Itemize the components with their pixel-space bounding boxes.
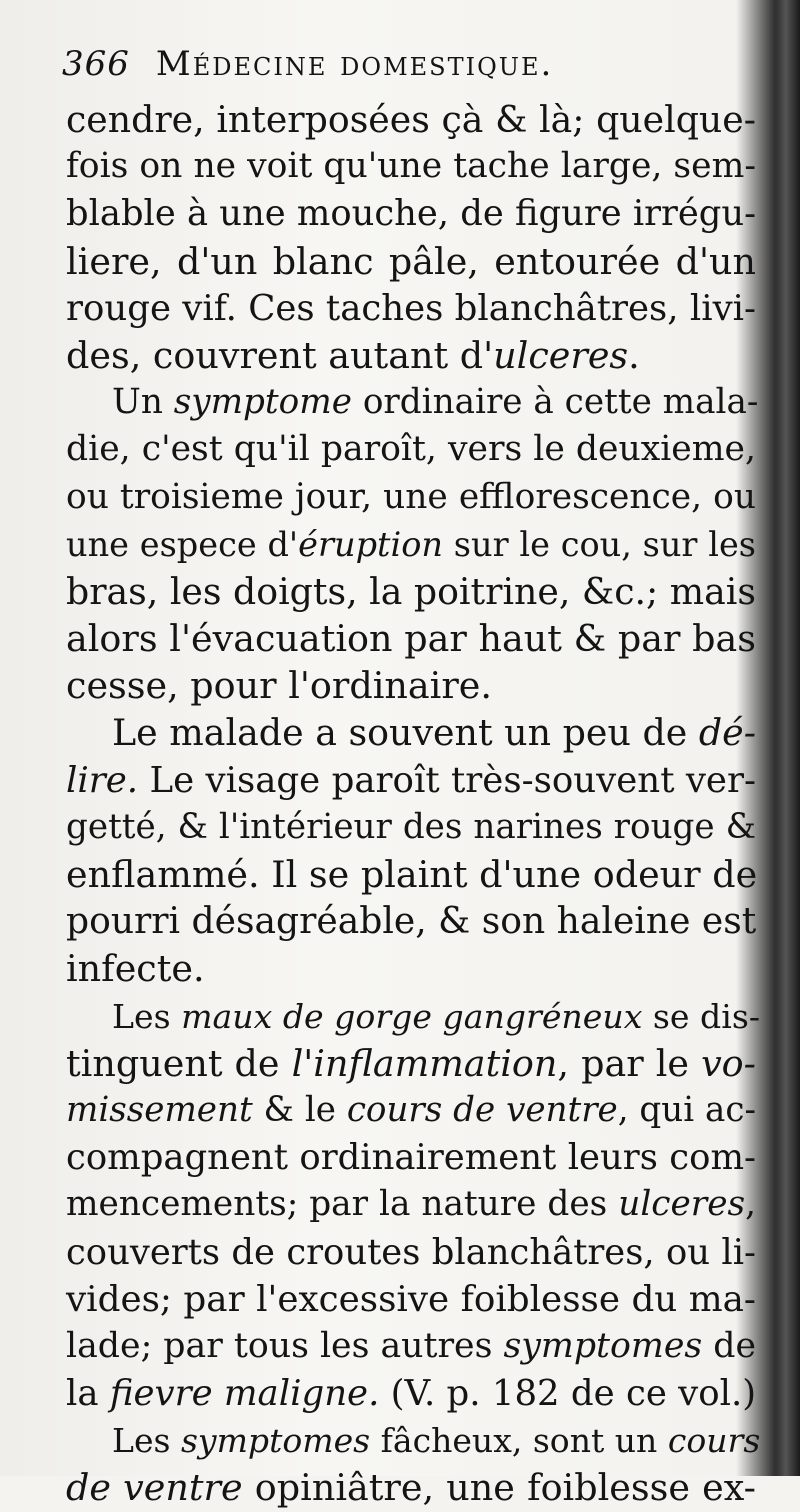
text-line xyxy=(66,1464,756,1511)
text-run: cendre, interposées çà & là; quelque- xyxy=(66,98,756,141)
text-run: tinguent de xyxy=(66,1041,292,1085)
text-run: compagnent ordinairement leurs com- xyxy=(66,1137,756,1179)
text-run: rouge vif. Ces taches blanchâtres, livi- xyxy=(66,287,756,329)
text-line xyxy=(66,1370,756,1417)
page-number: 366 xyxy=(62,44,130,84)
text-line xyxy=(66,1276,756,1323)
italic-text: cours de ventre xyxy=(346,1089,618,1130)
text-line xyxy=(66,521,756,568)
text-line xyxy=(66,190,756,237)
text-run: des, couvrent autant d' xyxy=(66,333,494,377)
italic-text: symptomes xyxy=(503,1325,703,1366)
text-run: sur le cou, sur les xyxy=(443,524,756,564)
italic-text: l'inflammation xyxy=(291,1041,558,1085)
italic-text: ulceres xyxy=(618,1184,746,1225)
italic-text: missement xyxy=(66,1089,253,1130)
text-run: vides; par l'excessive foiblesse du ma- xyxy=(66,1278,756,1320)
italic-text: maux de gorge gangréneux xyxy=(181,996,643,1036)
text-run: Le malade a souvent un peu de xyxy=(112,711,699,755)
text-run: liere, d'un blanc pâle, entourée d'un xyxy=(66,239,756,283)
running-title: Médecine domestique. xyxy=(155,44,554,84)
text-line xyxy=(66,1417,761,1464)
italic-text: symptomes xyxy=(180,1421,371,1461)
text-run: couverts de croutes blanchâtres, ou li- xyxy=(66,1231,756,1273)
text-run: pourri désagréable, & son haleine est xyxy=(66,900,757,943)
text-line xyxy=(66,285,756,332)
text-line xyxy=(66,1040,756,1087)
text-run: , par le xyxy=(557,1041,702,1085)
text-run: , xyxy=(745,1184,756,1225)
text-run: fâcheux, sont un xyxy=(370,1421,668,1461)
text-line xyxy=(66,662,756,709)
text-line xyxy=(66,379,759,426)
text-run: se dis- xyxy=(642,996,761,1036)
text-run: fois on ne voit qu'une tache large, sem- xyxy=(66,146,756,187)
text-line xyxy=(66,1229,756,1276)
page-header xyxy=(62,44,752,94)
text-run: une espece d' xyxy=(66,524,299,564)
text-run: die, c'est qu'il paroît, vers le deuxieme, xyxy=(66,429,756,470)
text-line xyxy=(66,474,756,521)
text-run: opiniâtre, une foiblesse ex- xyxy=(242,1466,756,1510)
text-line xyxy=(66,143,756,190)
text-line xyxy=(66,709,756,756)
page-edge-shadow xyxy=(774,0,800,1476)
text-run: bras, les doigts, la poitrine, &c.; mais xyxy=(66,569,757,613)
text-line xyxy=(66,615,756,662)
text-line xyxy=(66,332,756,379)
italic-text: éruption xyxy=(298,524,444,564)
text-run: Un xyxy=(112,382,174,423)
text-run: enflammé. Il se plaint d'une odeur de xyxy=(66,853,758,896)
text-line xyxy=(66,1134,756,1181)
italic-text: fievre maligne. xyxy=(109,1373,380,1415)
text-run: ou troisieme jour, une efflorescence, ou xyxy=(66,476,756,517)
italic-text: symptome xyxy=(173,382,352,423)
text-run: la xyxy=(66,1373,110,1415)
text-run: Les xyxy=(112,996,182,1036)
text-line xyxy=(66,568,756,615)
text-run: infecte. xyxy=(66,947,205,991)
text-run: ordinaire à cette mala- xyxy=(351,382,759,423)
italic-text: vo- xyxy=(701,1041,756,1085)
italic-text: de ventre xyxy=(66,1466,243,1510)
text-line xyxy=(66,993,761,1040)
italic-text: ulceres xyxy=(493,333,629,377)
text-line xyxy=(66,1181,756,1228)
text-line xyxy=(66,426,756,473)
text-line xyxy=(66,1323,756,1370)
text-line xyxy=(66,1087,756,1134)
text-run: (V. p. 182 de ce vol.) xyxy=(379,1373,757,1415)
text-run: Le visage paroît très-souvent ver- xyxy=(138,759,756,801)
text-run: , qui ac- xyxy=(617,1089,757,1130)
text-line xyxy=(66,945,756,992)
text-run: lade; par tous les autres xyxy=(66,1325,504,1366)
text-run: cesse, pour l'ordinaire. xyxy=(66,664,492,708)
body-text xyxy=(66,96,761,1512)
text-line xyxy=(66,757,756,804)
italic-text: cours xyxy=(667,1421,761,1461)
italic-text: lire. xyxy=(66,759,139,801)
text-line xyxy=(66,898,756,945)
text-line xyxy=(66,96,756,143)
text-run: Les xyxy=(112,1421,181,1461)
text-run: blable à une mouche, de figure irrégu- xyxy=(66,193,757,235)
text-run: alors l'évacuation par haut & par bas xyxy=(66,617,756,661)
text-line xyxy=(66,238,756,285)
italic-text: dé- xyxy=(698,711,756,755)
text-run: . xyxy=(628,333,640,377)
text-run: getté, & l'intérieur des narines rouge & xyxy=(66,806,756,847)
text-line xyxy=(66,804,756,851)
text-line xyxy=(66,851,756,898)
text-run: de xyxy=(702,1325,756,1366)
text-run: mencements; par la nature des xyxy=(66,1184,619,1225)
text-run: & le xyxy=(252,1089,347,1130)
